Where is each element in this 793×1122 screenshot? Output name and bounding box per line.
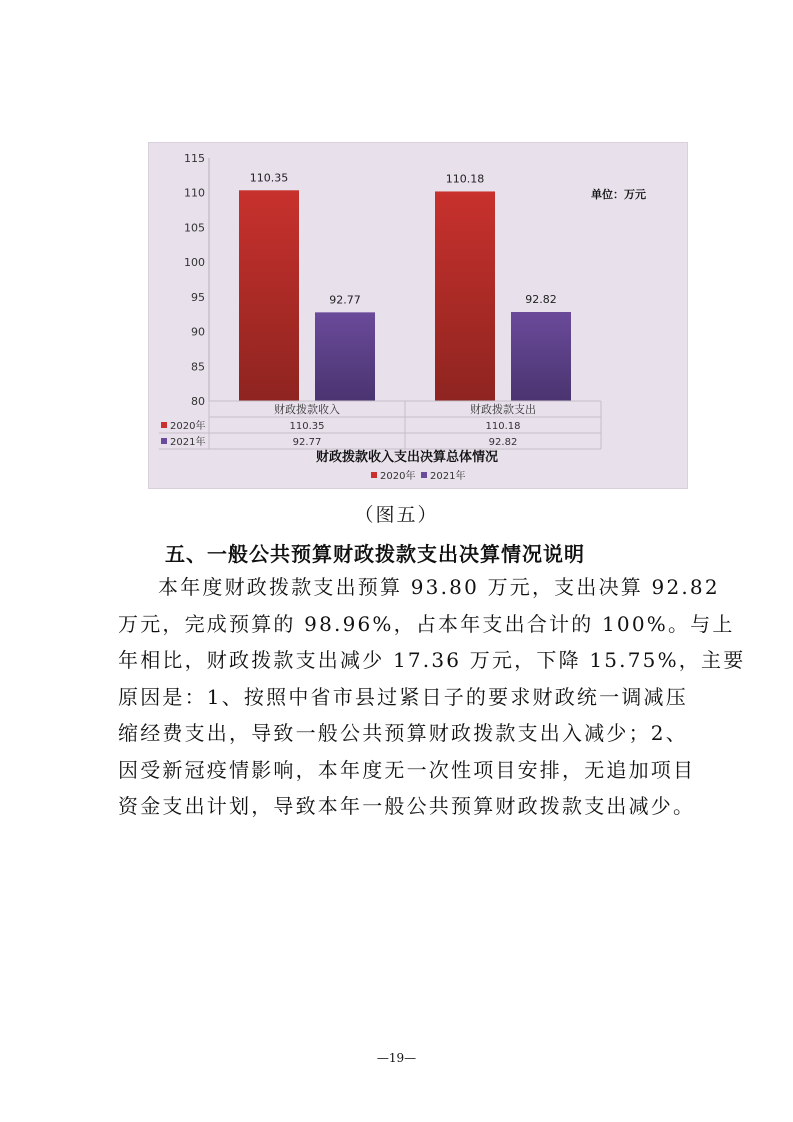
unit-label: 单位：万元 [591,188,646,201]
bar-2021年 [315,312,375,401]
section-heading: 五、一般公共预算财政拨款支出决算情况说明 [165,542,585,566]
y-tick-label: 100 [184,256,205,270]
y-tick-label: 105 [184,221,205,235]
body-line-4: 原因是：1、按照中省市县过紧日子的要求财政统一调减压 [118,684,688,709]
body-paragraph [118,569,746,825]
body-line-5: 缩经费支出，导致一般公共预算财政拨款支出入减少；2、 [118,721,688,745]
body-line-3: 年相比，财政拨款支出减少 17.36 万元，下降 15.75%，主要 [118,648,746,672]
chart-container [148,142,688,489]
data-label: 92.82 [525,292,557,306]
figure-caption: （图五） [354,504,439,526]
y-tick-label: 95 [191,290,205,304]
legend-label: 2020年 [380,471,416,482]
table-row-swatch [161,422,167,428]
y-tick-label: 80 [191,395,205,408]
category-label: 财政拨款收入 [274,403,340,416]
body-line-2: 万元，完成预算的 98.96%，占本年支出合计的 100%。与上 [118,611,735,636]
data-label: 110.18 [445,172,485,186]
table-row-label: 2020年 [170,421,206,432]
body-line-7: 资金支出计划，导致本年一般公共预算财政拨款支出减少。 [118,794,696,818]
table-cell: 110.18 [485,421,521,432]
chart-title: 财政拨款收入支出决算总体情况 [315,450,499,465]
table-row-label: 2021年 [170,437,206,448]
table-cell: 92.82 [488,437,518,448]
y-tick-label: 90 [191,325,205,339]
table-row-swatch [161,438,167,444]
bar-2020年 [239,190,299,401]
y-tick-label: 115 [184,152,205,165]
bar-chart [149,143,689,490]
data-label: 92.77 [329,293,361,307]
legend-label: 2021年 [430,471,466,482]
table-cell: 92.77 [292,437,322,448]
legend-swatch [421,472,427,478]
bar-2021年 [511,312,571,401]
body-line-1: 本年度财政拨款支出预算 93.80 万元，支出决算 92.82 [158,575,720,599]
table-cell: 110.35 [289,421,325,432]
body-line-6: 因受新冠疫情影响，本年度无一次性项目安排，无追加项目 [118,757,696,782]
legend-swatch [371,472,377,478]
y-tick-label: 110 [184,186,205,200]
y-tick-label: 85 [191,360,205,374]
category-label: 财政拨款支出 [470,403,536,416]
data-label: 110.35 [249,171,289,185]
page-number: —19— [376,1051,417,1065]
bar-2020年 [435,191,495,401]
